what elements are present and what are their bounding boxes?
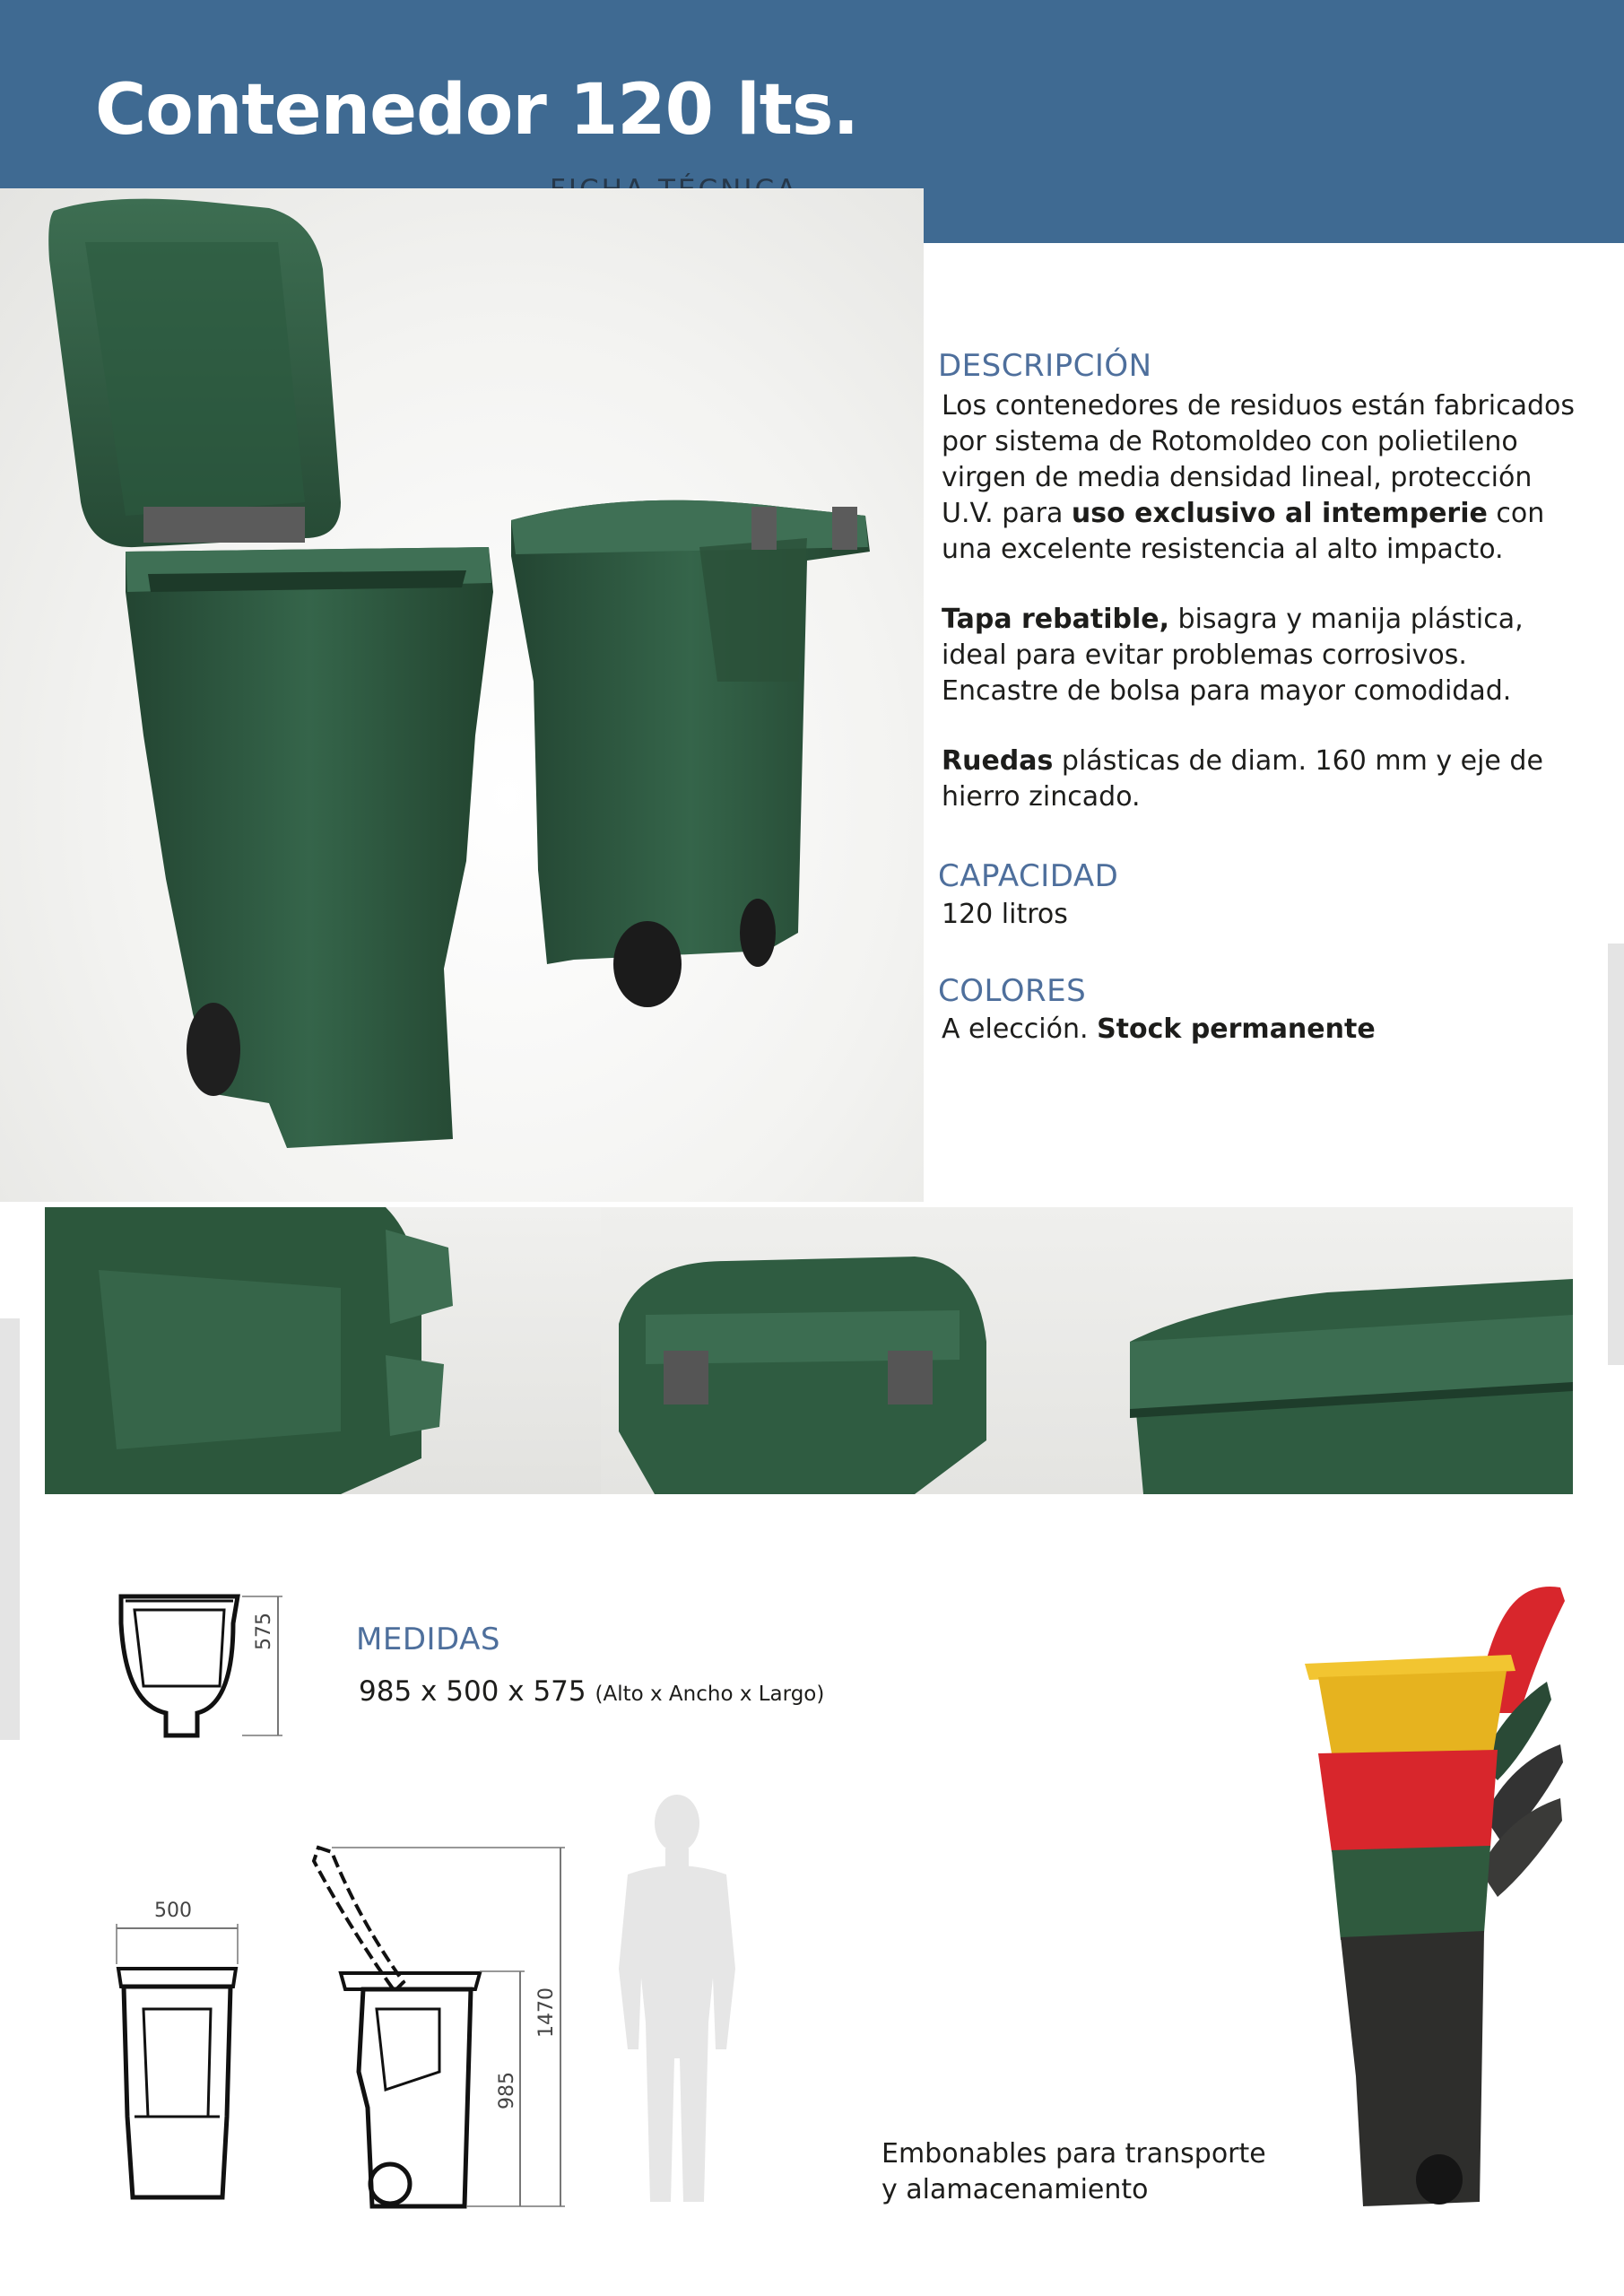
descripcion-paragraph-1: [942, 388, 1587, 568]
page-title: Contenedor 120 lts.: [95, 70, 859, 151]
depth-dimension-label: 575: [253, 1613, 275, 1650]
side-view-drawing: [305, 1839, 574, 2215]
human-scale-silhouette: [601, 1789, 753, 2206]
stack-caption: Embonables para transporte y alamacenamiento: [881, 2138, 1266, 2205]
descripcion-p1-bold: uso exclusivo al intemperie: [1071, 498, 1488, 529]
green-bins-illustration: [0, 188, 924, 1202]
stacked-bins-illustration: [1291, 1574, 1587, 2211]
open-height-label: 1470: [535, 1987, 558, 2038]
medidas-heading: MEDIDAS: [356, 1622, 500, 1657]
colores-value-text: A elección.: [942, 1013, 1098, 1045]
colores-heading: COLORES: [938, 973, 1087, 1009]
descripcion-p2-line2: Encastre de bolsa para mayor comodidad.: [942, 675, 1512, 707]
capacidad-value: 120 litros: [942, 899, 1068, 930]
body-height-label: 985: [496, 2072, 518, 2109]
descripcion-p2-text: bisagra y manija plástica, ideal para evitar problemas corrosivos.: [942, 604, 1524, 671]
medidas-note: (Alto x Ancho x Largo): [595, 1683, 825, 1706]
detail-photo-lid-handle: [601, 1207, 1130, 1494]
medidas-dimensions: 985 x 500 x 575: [359, 1675, 595, 1708]
descripcion-p2-bold: Tapa rebatible,: [942, 604, 1169, 635]
left-edge-bar: [0, 1318, 20, 1740]
width-dimension-label: 500: [154, 1900, 192, 1922]
descripcion-p1-text: Los contenedores de residuos están fabricados por sistema de Rotomoldeo con polietileno virgen de media densidad lineal, protección U.V. para: [942, 390, 1576, 529]
descripcion-heading: DESCRIPCIÓN: [938, 348, 1152, 384]
descripcion-paragraph-3: [942, 744, 1587, 815]
detail-photo-interior: [45, 1207, 601, 1494]
right-edge-bar: [1608, 944, 1624, 1365]
colores-value: [942, 1013, 1376, 1045]
descripcion-p3-bold: Ruedas: [942, 745, 1054, 777]
front-view-drawing: [108, 1919, 251, 2206]
detail-photo-lid-edge: [1130, 1207, 1573, 1494]
descripcion-p3-text: plásticas de diam. 160 mm y eje de hierro zincado.: [942, 745, 1543, 813]
top-view-drawing: [108, 1587, 296, 1749]
descripcion-p1-text-end: con una excelente resistencia al alto impacto.: [942, 498, 1545, 565]
capacidad-heading: CAPACIDAD: [938, 858, 1119, 894]
colores-value-bold: Stock permanente: [1097, 1013, 1376, 1045]
medidas-value: [359, 1675, 824, 1708]
descripcion-paragraph-2: [942, 602, 1587, 709]
